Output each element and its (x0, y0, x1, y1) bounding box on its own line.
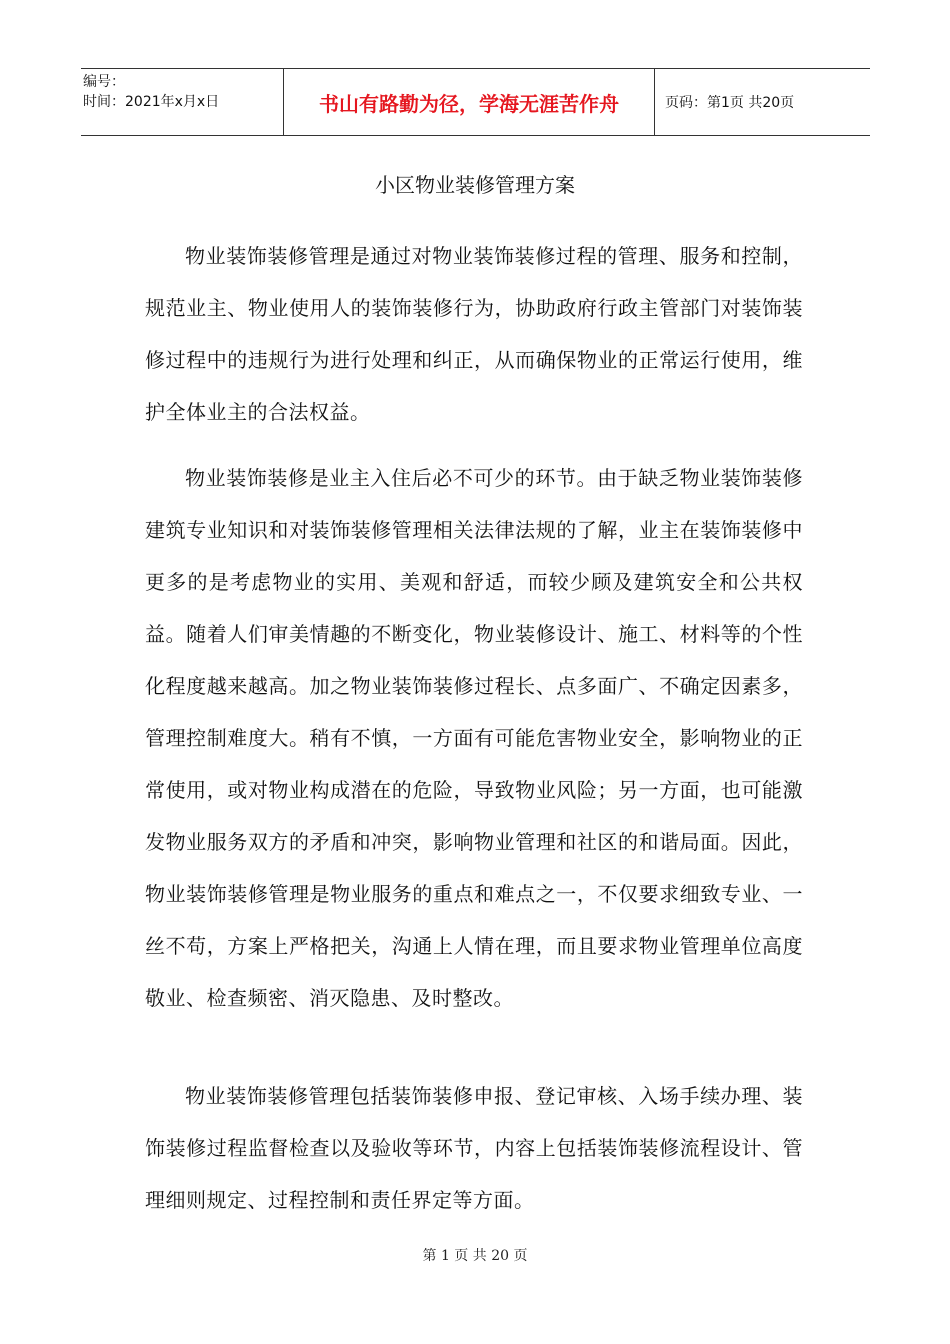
header-page-info: 页码：第1页 共20页 (665, 95, 795, 111)
header-page-info-cell (655, 69, 870, 135)
body-paragraph-3: 物业装饰装修管理包括装饰装修申报、登记审核、入场手续办理、装饰装修过程监督检查以及验收等环节，内容上包括装饰装修流程设计、管理细则规定、过程控制和责任界定等方面。 (145, 1084, 803, 1212)
header-motto: 书山有路勤为径，学海无涯苦作舟 (319, 91, 619, 116)
body-paragraph-2: 物业装饰装修是业主入住后必不可少的环节。由于缺乏物业装饰装修建筑专业知识和对装饰装修管理相关法律法规的了解，业主在装饰装修中更多的是考虑物业的实用、美观和舒适，而较少顾及建筑安全和公共权益。随着人们审美情趣的不断变化，物业装修设计、施工、材料等的个性化程度越来越高。加之物业装饰装修过程长、点多面广、不确定因素多，管理控制难度大。稍有不慎，一方面有可能危害物业安全，影响物业的正常使用，或对物业构成潜在的危险，导致物业风险；另一方面，也可能激发物业服务双方的矛盾和冲突，影响物业管理和社区的和谐局面。因此，物业装饰装修管理是物业服务的重点和难点之一，不仅要求细致专业、一丝不苟，方案上严格把关，沟通上人情在理，而且要求物业管理单位高度敬业、检查频密、消灭隐患、及时整改。 (145, 466, 803, 1010)
document-title: 小区物业装修管理方案 (375, 173, 575, 197)
document-number-label: 编号： (83, 74, 125, 90)
document-date: 时间：2021年x月x日 (83, 94, 220, 110)
header-meta (81, 69, 283, 135)
body-paragraph-1: 物业装饰装修管理是通过对物业装饰装修过程的管理、服务和控制，规范业主、物业使用人的装饰装修行为，协助政府行政主管部门对装饰装修过程中的违规行为进行处理和纠正，从而确保物业的正常运行使用，维护全体业主的合法权益。 (145, 244, 803, 424)
page-header (81, 68, 870, 136)
header-motto-cell (283, 69, 655, 135)
page-footer: 第 1 页 共 20 页 (422, 1248, 528, 1264)
